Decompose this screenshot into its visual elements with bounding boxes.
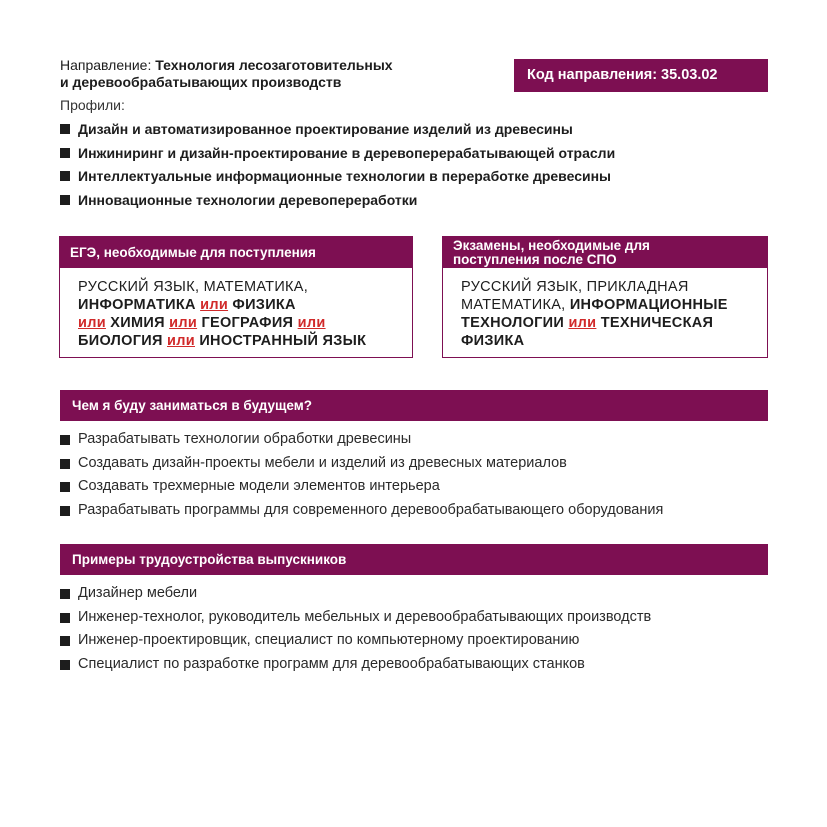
profile-item [60, 144, 615, 168]
ege-required-subjects: РУССКИЙ ЯЗЫК, МАТЕМАТИКА, [78, 279, 309, 295]
square-bullet-icon [60, 195, 70, 205]
job-item [60, 631, 651, 655]
job-text: Инженер-проектировщик, специалист по компьютерному проектированию [78, 632, 580, 648]
future-list [60, 430, 663, 524]
or-connector: или [200, 297, 229, 313]
job-item [60, 608, 651, 632]
future-item [60, 477, 663, 501]
spo-required: РУССКИЙ ЯЗЫК, ПРИКЛАДНАЯ [461, 279, 689, 295]
ege-subject: ИНОСТРАННЫЙ ЯЗЫК [199, 333, 367, 349]
ege-subject: ФИЗИКА [232, 297, 296, 313]
spo-title-line1: Экзамены, необходимые для [453, 238, 650, 253]
future-text: Разрабатывать программы для современного деревообрабатывающего оборудования [78, 501, 664, 518]
spo-subject: ИНФОРМАЦИОННЫЕ [569, 297, 728, 313]
profiles-list [60, 120, 615, 214]
or-connector: или [297, 315, 326, 331]
future-text: Создавать дизайн-проекты мебели и изделий из древесных материалов [78, 454, 567, 471]
spo-required: МАТЕМАТИКА, [461, 297, 570, 313]
or-connector: или [167, 333, 195, 349]
square-bullet-icon [60, 660, 70, 670]
profile-text: Инновационные технологии деревопереработки [78, 191, 418, 208]
profiles-label: Профили: [60, 97, 125, 113]
job-item [60, 655, 651, 679]
profile-text: Инжиниринг и дизайн-проектирование в деревоперерабатывающей отрасли [78, 144, 616, 161]
or-connector: или [169, 315, 198, 331]
job-text: Инженер-технолог, руководитель мебельных и деревообрабатывающих производств [78, 608, 652, 625]
spo-title-line2: поступления после СПО [453, 252, 617, 267]
profile-text: Интеллектуальные информационные технологии в переработке древесины [78, 168, 612, 184]
square-bullet-icon [60, 506, 70, 516]
profile-item [60, 167, 615, 191]
square-bullet-icon [60, 124, 70, 134]
profile-item [60, 120, 615, 144]
square-bullet-icon [60, 435, 70, 445]
direction-value-line1: Технология лесозаготовительных [155, 57, 393, 73]
ege-box [59, 236, 413, 358]
future-item [60, 454, 663, 478]
job-text: Специалист по разработке программ для деревообрабатывающих станков [78, 655, 585, 672]
or-connector: или [568, 315, 597, 331]
profile-text: Дизайн и автоматизированное проектирование изделий из древесины [78, 121, 573, 137]
jobs-section-header: Примеры трудоустройства выпускников [60, 544, 768, 575]
spo-subject: ТЕХНИЧЕСКАЯ [600, 315, 714, 331]
direction-code-badge: Код направления: 35.03.02 [514, 59, 768, 92]
direction-label: Направление: [60, 57, 156, 73]
ege-box-title: ЕГЭ, необходимые для поступления [60, 237, 412, 268]
spo-box-body [443, 268, 767, 350]
square-bullet-icon [60, 148, 70, 158]
ege-subject: БИОЛОГИЯ [78, 333, 163, 349]
future-item [60, 501, 663, 525]
job-text: Дизайнер мебели [78, 585, 198, 601]
square-bullet-icon [60, 613, 70, 623]
ege-box-body [60, 268, 412, 350]
square-bullet-icon [60, 482, 70, 492]
square-bullet-icon [60, 589, 70, 599]
future-text: Создавать трехмерные модели элементов интерьера [78, 478, 440, 494]
profile-item [60, 191, 615, 215]
or-connector: или [78, 315, 106, 331]
future-text: Разрабатывать технологии обработки древесины [78, 431, 412, 447]
square-bullet-icon [60, 459, 70, 469]
future-section-header: Чем я буду заниматься в будущем? [60, 390, 768, 421]
spo-box-title [443, 237, 767, 268]
spo-box [442, 236, 768, 358]
ege-subject: ИНФОРМАТИКА [78, 297, 196, 313]
jobs-list [60, 584, 651, 678]
direction-block [60, 57, 480, 91]
square-bullet-icon [60, 636, 70, 646]
future-item [60, 430, 663, 454]
ege-subject: ГЕОГРАФИЯ [201, 315, 294, 331]
job-item [60, 584, 651, 608]
square-bullet-icon [60, 171, 70, 181]
ege-subject: ХИМИЯ [110, 315, 165, 331]
direction-value-line2: и деревообрабатывающих производств [60, 74, 342, 90]
spo-subject: ФИЗИКА [461, 333, 525, 349]
spo-subject: ТЕХНОЛОГИИ [461, 315, 565, 331]
